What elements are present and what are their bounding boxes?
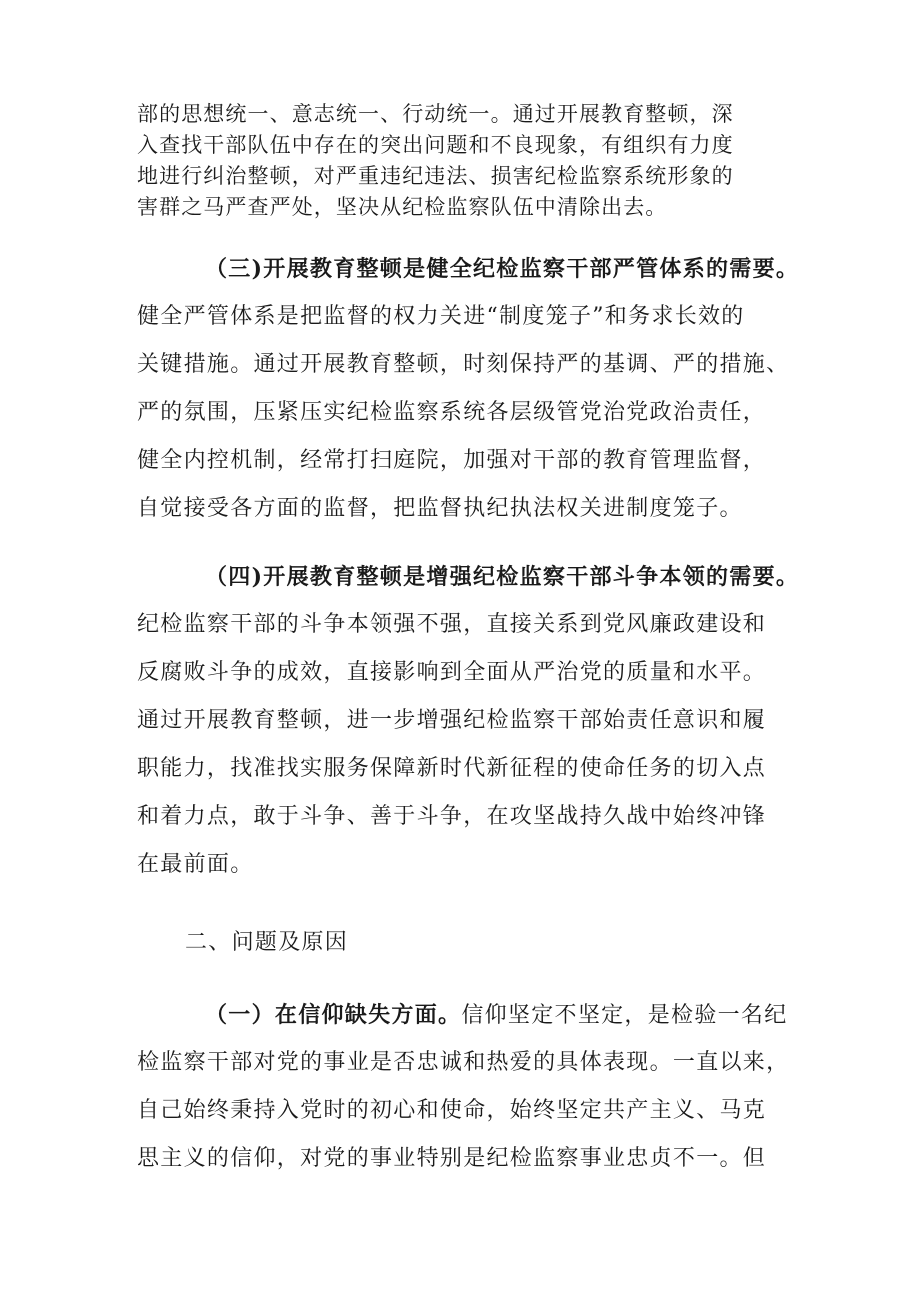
section-title: 二、问题及原因 bbox=[185, 930, 349, 955]
paragraph-line: 检监察干部对党的事业是否忠诚和热爱的具体表现。一直以来， bbox=[137, 1050, 790, 1075]
paragraph-line: 反腐败斗争的成效，直接影响到全面从严治党的质量和水平。 bbox=[137, 660, 767, 685]
paragraph-line: 通过开展教育整顿，进一步增强纪检监察干部始责任意识和履 bbox=[137, 708, 767, 733]
paragraph-line: 严的氛围，压紧压实纪检监察系统各层级管党治党政治责任， bbox=[137, 400, 767, 425]
paragraph-line: 在最前面。 bbox=[137, 852, 254, 877]
subsection-heading: （三)开展教育整顿是健全纪检监察干部严管体系的需要。 bbox=[205, 256, 800, 282]
paragraph-line: 害群之马严查严处，坚决从纪检监察队伍中清除出去。 bbox=[137, 195, 668, 219]
subsection-lead-line bbox=[205, 1001, 788, 1030]
paragraph-line: 自觉接受各方面的监督，把监督执纪执法权关进制度笼子。 bbox=[137, 496, 743, 521]
paragraph-line: 地进行纠治整顿，对严重违纪违法、损害纪检监察系统形象的 bbox=[137, 164, 734, 188]
subsection-heading: （四)开展教育整顿是增强纪检监察干部斗争本领的需要。 bbox=[205, 564, 800, 590]
paragraph-line: 健全内控机制，经常打扫庭院，加强对干部的教育管理监督， bbox=[137, 448, 767, 473]
paragraph-line: 纪检监察干部的斗争本领强不强，直接关系到党风廉政建设和 bbox=[137, 612, 767, 637]
subsection-lead-rest: 信仰坚定不坚定，是检验一名纪 bbox=[461, 1003, 788, 1028]
subsection-lead-bold: （一）在信仰缺失方面。 bbox=[205, 1002, 462, 1028]
paragraph-line: 思主义的信仰，对党的事业特别是纪检监察事业忠贞不一。但 bbox=[137, 1146, 767, 1171]
paragraph-line: 入查找干部队伍中存在的突出问题和不良现象，有组织有力度 bbox=[137, 133, 734, 157]
paragraph-line: 和着力点，敢于斗争、善于斗争，在攻坚战持久战中始终冲锋 bbox=[137, 804, 767, 829]
paragraph-line: 关键措施。通过开展教育整顿，时刻保持严的基调、严的措施、 bbox=[137, 352, 790, 377]
paragraph-line: 部的思想统一、意志统一、行动统一。通过开展教育整顿，深 bbox=[137, 102, 734, 126]
paragraph-line: 自己始终秉持入党时的初心和使命，始终坚定共产主义、马克 bbox=[137, 1098, 767, 1123]
paragraph-line: 职能力，找准找实服务保障新时代新征程的使命任务的切入点 bbox=[137, 756, 767, 781]
paragraph-line: 健全严管体系是把监督的权力关进“制度笼子”和务求长效的 bbox=[137, 304, 745, 329]
